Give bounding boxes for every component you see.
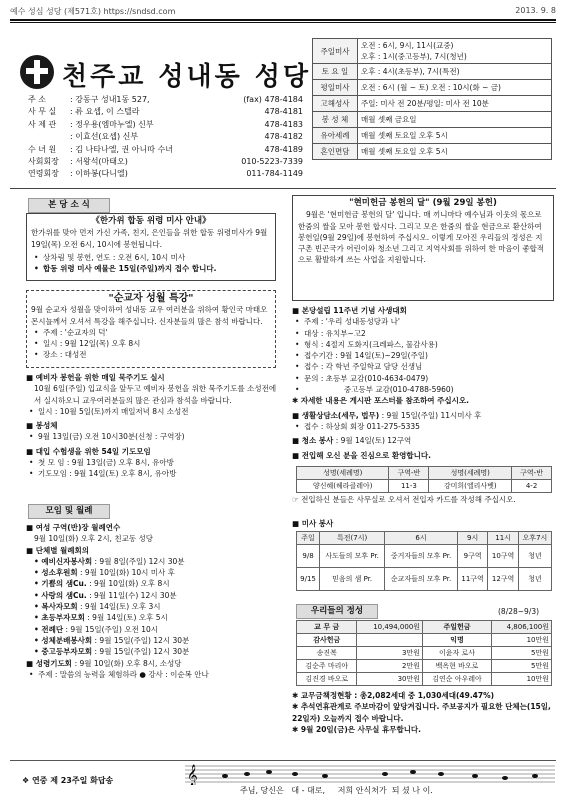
offering-cell: 백옥현 바오로	[423, 660, 492, 673]
church-title: 천주교 성내동 성당	[62, 62, 312, 92]
serve-row	[297, 568, 552, 591]
monthly-item	[26, 567, 278, 578]
welcome-cell: 강미희(엘리사벳)	[429, 480, 512, 493]
offering-table	[296, 620, 552, 686]
monthly-item	[26, 556, 278, 567]
serve-cell: 순교자들의 모후 Pr.	[385, 568, 458, 591]
serve-header-cell: 특전(7시)	[320, 532, 385, 545]
info-label-value: 사회회장 : 서왕석(마태오)	[28, 156, 128, 168]
offering-row	[297, 634, 552, 647]
welcome-note: ☞ 전입하신 분들은 사무실로 오셔서 전입자 카드를 작성해 주십시오.	[292, 495, 516, 504]
info-label-value: 주 소 : 강동구 성내1동 527,	[28, 94, 150, 106]
serve-header-cell: 11시	[488, 532, 519, 545]
martyr-lecture-item: • 주제 : '순교자의 덕'	[43, 327, 271, 338]
church-logo-icon	[20, 55, 54, 89]
mass-row-header: 토 요 일	[313, 64, 358, 80]
offering-note: ✱ 교무금책정현황 : 총2,082세대 중 1,030세대(49.47%)	[292, 691, 495, 700]
martyr-lecture-body: 9월 순교자 성월을 맞이하여 성내동 교우 여러분을 위하여 황인국 마태오 몬시뇰께서 오셔서 특강을 해주십니다. 신자분들의 많은 참석 바랍니다.	[31, 305, 268, 326]
serve-cell: 9/15	[297, 568, 320, 591]
monthly-time: : 9월 15일(주일) 오전 10시	[63, 624, 159, 634]
info-key: 수 녀 원	[28, 144, 57, 154]
mass-row	[313, 96, 552, 112]
cleaning-title: ■ 청소 봉사	[292, 436, 333, 445]
serve-cell: 사도들의 모후 Pr.	[320, 545, 385, 568]
music-staff	[185, 763, 555, 785]
offering-cell: 2만원	[357, 660, 423, 673]
monthly-item	[26, 601, 278, 612]
offering-row	[297, 621, 552, 634]
monthly-item	[26, 624, 278, 635]
welcome-cell: 11-3	[389, 480, 429, 493]
offering-cell: 송진복	[297, 647, 357, 660]
mass-row-header: 유아세례	[313, 128, 358, 144]
offering-cell: 이윤자 로사	[423, 647, 492, 660]
footer-hymn	[10, 760, 556, 797]
offering-cell	[357, 634, 423, 647]
info-phone: 478-4183	[264, 119, 303, 129]
offering-cell: 10만원	[492, 673, 552, 686]
monthly-time: : 9월 11일(수) 12시 30분	[86, 590, 177, 600]
mass-row-value: 오전 : 6시, 9시, 11시(교중) 오후 : 1시(중고등부), 7시(청년)	[358, 39, 552, 64]
monthly-item	[26, 612, 278, 623]
top-rule-thin	[10, 22, 556, 23]
meet-section-label: 모임 및 월례	[28, 504, 110, 519]
info-row	[28, 156, 303, 168]
bongsung-title: ■ 봉성체	[26, 420, 278, 431]
anniv-note: ✱ 자세한 내용은 게시판 포스터를 참조하여 주십시오.	[292, 396, 469, 406]
meetings-list	[26, 522, 278, 680]
info-row	[28, 94, 303, 106]
info-key: 사회회장	[28, 157, 59, 167]
welcome-cell: 성명(세례명)	[297, 467, 389, 480]
anniv-item: • 접수 : 각 학년 주일학교 담당 선생님	[304, 361, 556, 372]
info-row	[28, 119, 303, 131]
hymn-lyrics: 주님, 당신은 대 - 대로, 저희 안식처가 되 셨 나 이.	[240, 786, 433, 795]
bible-title: ■ 성령기도회 : 9월 10일(화) 오후 8시, 소성당	[26, 658, 278, 669]
serve-cell: 청년	[518, 568, 551, 591]
meet-first-sub: 9월 10일(화) 오후 2시, 친교동 성당	[34, 534, 153, 544]
bulletin-date: 2013. 9. 8	[515, 6, 556, 15]
martyr-lecture-item: • 장소 : 대성전	[43, 349, 271, 360]
monthly-group: • 중고등부자모회	[34, 647, 93, 657]
mass-serve-table	[296, 531, 552, 591]
info-phone: 478-4181	[264, 107, 303, 117]
offering-cell: 5만원	[492, 647, 552, 660]
monthly-group: • 사랑의 샘Cu.	[34, 590, 87, 600]
serve-cell: 10구역	[488, 545, 519, 568]
bulletin-id: 예수 성심 성당 (제571호) https://sndsd.com	[10, 7, 176, 16]
welcome-table	[296, 466, 552, 493]
mass-row-header: 고해성사	[313, 96, 358, 112]
info-label-value: : 이효선(요셉) 신부	[70, 132, 139, 142]
monthly-item	[26, 578, 278, 589]
exam-item: • 기도모임 : 9월 14일(토) 오후 8시, 유아방	[38, 468, 278, 479]
serve-cell: 12구역	[488, 568, 519, 591]
mass-row-header: 봉 성 체	[313, 112, 358, 128]
offering-cell: 10,494,000원	[357, 621, 423, 634]
mass-row-header: 혼인면담	[313, 144, 358, 160]
header-divider	[10, 188, 556, 189]
mass-row-value: 매월 셋째 금요일	[358, 112, 552, 128]
offering-cell: 5만원	[492, 660, 552, 673]
life-title: ■ 생활상담소(세무, 법무)	[292, 411, 379, 420]
offering-cell: 주일헌금	[423, 621, 492, 634]
serve-header-cell: 9시	[457, 532, 488, 545]
anniv-item: • 형식 : 4절지 도화지(크레파스, 물감사용)	[304, 339, 556, 350]
monthly-time: : 9월 8일(주일) 12시 30분	[92, 556, 185, 566]
monthly-time: : 9월 15일(주일) 12시 30분	[92, 647, 190, 657]
monthly-time: : 9월 10일(화) 오후 8시	[86, 579, 170, 589]
top-rule	[10, 19, 556, 21]
offering-cell: 김연순 아우레아	[423, 673, 492, 686]
welcome-cell: 성명(세례명)	[429, 467, 512, 480]
info-phone: 010-5223-7339	[241, 157, 303, 167]
info-label-value: 연령회장 : 이하봉(다니엘)	[28, 168, 128, 180]
mass-row-value: 주일: 미사 전 20분/평일: 미사 전 10분	[358, 96, 552, 112]
info-label-value: 수 녀 원 : 김 나타나엘, 권 아니따 수녀	[28, 144, 173, 156]
serve-row	[297, 545, 552, 568]
monthly-time: : 9월 10일(화) 10시 미사 후	[77, 568, 175, 578]
welcome-title: ■ 전입해 오신 분을 진심으로 환영합니다.	[292, 450, 556, 461]
mass-row	[313, 112, 552, 128]
welcome-cell: 구역-반	[512, 467, 552, 480]
anniv-title: ■ 본당설립 11주년 기념 사생대회	[292, 305, 556, 316]
left-news-list	[26, 372, 278, 480]
bible-item: • 주제 : 말씀의 능력을 체험하라 ● 강사 : 이순복 안나	[38, 669, 278, 680]
serve-cell: 11구역	[457, 568, 488, 591]
rice-offering-box	[292, 195, 554, 301]
offering-row	[297, 673, 552, 686]
info-row	[28, 144, 303, 156]
mass-schedule-table	[312, 38, 552, 160]
right-news-list	[292, 305, 556, 461]
info-phone: (fax) 478-4184	[243, 95, 303, 104]
offering-period: (8/28~9/3)	[498, 607, 540, 616]
monthly-group: • 예비신자봉사회	[34, 556, 93, 566]
anniv-item: • 주제 : '우리 성내동성당과 나'	[304, 316, 556, 327]
offering-note: ✱ 9월 20일(금)은 사무실 휴무합니다.	[292, 724, 422, 734]
monthly-item	[26, 635, 278, 646]
prep-item: • 일시 : 10월 5일(토)까지 매일저녁 8시 소성전	[38, 406, 278, 417]
info-label-value: 사 제 관 : 정우용(엠마누엘) 신부	[28, 119, 154, 131]
exam-title: ■ 대입 수험생을 위한 54일 기도모임	[26, 446, 278, 457]
info-key: 연령회장	[28, 169, 59, 179]
info-key: 사 제 관	[28, 119, 57, 129]
mass-row	[313, 144, 552, 160]
welcome-row	[297, 480, 552, 493]
info-key: 사 무 실	[28, 107, 57, 117]
monthly-time: : 9월 14일(토) 오후 3시	[77, 602, 161, 612]
top-line	[10, 6, 556, 17]
serve-cell: 믿음의 샘 Pr.	[320, 568, 385, 591]
monthly-item	[26, 646, 278, 657]
offering-row	[297, 660, 552, 673]
serve-header-cell: 주일	[297, 532, 320, 545]
offering-section-label: 우리들의 정성	[296, 604, 378, 619]
chuseok-item: • 합동 위령 미사 예물은 15일(주일)까지 접수 합니다.	[43, 263, 271, 274]
monthly-group: • 초등부자모회	[34, 613, 85, 623]
offering-cell: 10만원	[492, 634, 552, 647]
offering-cell: 김순주 마리아	[297, 660, 357, 673]
serve-cell: 중거자들의 모후 Pr.	[385, 545, 458, 568]
mass-row-value: 오전 : 6시 (월 ~ 토) 오전 : 10시(화 ~ 금)	[358, 80, 552, 96]
svg-text:𝄞: 𝄞	[187, 765, 198, 785]
serve-header-cell: 6시	[385, 532, 458, 545]
monthly-list	[26, 556, 278, 658]
info-phone: 011-784-1149	[246, 169, 303, 179]
chuseok-title: 《한가위 합동 위령 미사 안내》	[91, 216, 211, 226]
anniv-item: • 문의 : 초등부 교감(010-4634-0479)	[304, 373, 556, 384]
welcome-header	[297, 467, 552, 480]
welcome-cell: 구역-반	[389, 467, 429, 480]
welcome-cell: 양신혜(헤라클레아)	[297, 480, 389, 493]
anniv-item: • 대상 : 유치부~고2	[304, 328, 556, 339]
mass-row	[313, 64, 552, 80]
offering-cell: 익명	[423, 634, 492, 647]
info-row	[28, 168, 303, 180]
serve-cell: 청년	[518, 545, 551, 568]
offering-cell: 30만원	[357, 673, 423, 686]
monthly-title: ■ 단체별 월례회의	[26, 545, 278, 556]
exam-item: • 첫 모 임 : 9월 13일(금) 오후 8시, 유아방	[38, 457, 278, 468]
prep-body: 10월 6일(주일) 입교식을 앞두고 예비자 봉헌을 위한 묵주기도를 소성전에서 실시하오니 교우여러분들의 많은 관심과 참석을 바랍니다.	[34, 384, 277, 405]
offering-cell: 교 무 금	[297, 621, 357, 634]
mass-row-value: 매월 셋째 토요일 오후 5시	[358, 128, 552, 144]
news-section-label: 본 당 소 식	[28, 198, 110, 213]
serve-header-cell: 오후7시	[518, 532, 551, 545]
mass-row	[313, 128, 552, 144]
mass-row-header: 평일미사	[313, 80, 358, 96]
mass-row-value: 매월 셋째 토요일 오후 5시	[358, 144, 552, 160]
offering-note: ✱ 추석연휴관계로 주보마감이 앞당겨집니다. 주보공지가 필요한 단체는(15일, 22일자) 오늘까지 접수 바랍니다.	[292, 702, 551, 723]
monthly-group: • 복사자모회	[34, 602, 78, 612]
info-label-value: 사 무 실 : 류 요셉, 이 스텔라	[28, 106, 140, 118]
offering-cell: 3만원	[357, 647, 423, 660]
hymn-title: ❖ 연중 제 23주일 화답송	[22, 776, 114, 785]
rice-offering-title: "현미헌금 봉헌의 달" (9월 29일 봉헌)	[349, 198, 497, 208]
offering-notes	[292, 690, 556, 735]
monthly-item	[26, 590, 278, 601]
rice-offering-body: 9월은 '현미헌금 봉헌의 달' 입니다. 매 끼니마다 예수님과 이웃의 몫으로 한줌의 쌀을 모아 봉헌 합시다. 그리고 모은 한줌의 쌀을 현금으로 환산하여 봉헌일(9월 29일)에 봉헌하여 주십시오. 이렇게 모아진 우리들의 정성은 지구촌 빈곤국가 어린이와 청소년 그리고 지역사회를 위하여 한 마음이 좋합적으로 활발하게 쓰는 사업을 지원합니다.	[298, 210, 545, 265]
monthly-time: : 9월 14일(토) 오후 5시	[84, 613, 168, 623]
offering-cell: 4,806,100원	[492, 621, 552, 634]
prep-title: ■ 예비자 봉헌을 위한 매일 묵주기도 실시	[26, 372, 278, 383]
martyr-lecture-box	[26, 290, 276, 368]
monthly-time: : 9월 15일(주일) 12시 30분	[92, 635, 190, 645]
monthly-group: • 성소후원회	[34, 568, 78, 578]
church-info	[28, 94, 303, 181]
info-row	[28, 106, 303, 118]
bongsung-item: • 9월 13일(금) 오전 10시30분(신청 : 구역장)	[38, 431, 278, 442]
serve-cell: 9/8	[297, 545, 320, 568]
offering-cell: 감사헌금	[297, 634, 357, 647]
mass-row-value: 오후 : 4시(초등부), 7시(특전)	[358, 64, 552, 80]
offering-cell: 김진경 바오로	[297, 673, 357, 686]
offering-row	[297, 647, 552, 660]
chuseok-body: 한가위를 맞아 먼저 가신 가족, 친지, 은인들을 위한 합동 위령미사가 9월 19일(목) 오전 6시, 10시에 봉헌됩니다.	[31, 228, 268, 249]
serve-cell: 9구역	[457, 545, 488, 568]
info-phone: 478-4182	[264, 132, 303, 142]
monthly-group: • 기쁨의 샘Cu.	[34, 579, 87, 589]
serve-title: ■ 미사 봉사	[292, 518, 333, 529]
mass-row	[313, 80, 552, 96]
chuseok-item: • 상차림 및 봉헌, 연도 : 오전 6시, 10시 미사	[43, 252, 271, 263]
meet-first-title: ■ 여성 구역(반)장 월례연수	[26, 522, 278, 533]
life-body: : 9월 15일(주일) 11시미사 후	[381, 410, 482, 420]
martyr-lecture-title: "순교자 성월 특강"	[108, 293, 194, 304]
serve-header	[297, 532, 552, 545]
life-item: • 접수 : 하상회 회장 011-275-5335	[304, 421, 556, 432]
welcome-cell: 4-2	[512, 480, 552, 493]
anniv-item: • 접수기간 : 9월 14일(토)~29일(주일)	[304, 350, 556, 361]
info-phone: 478-4189	[264, 144, 303, 154]
chuseok-box	[26, 213, 276, 281]
martyr-lecture-item: • 일시 : 9월 12일(목) 오후 8시	[43, 338, 271, 349]
info-key: 주 소	[28, 95, 46, 104]
mass-row	[313, 39, 552, 64]
monthly-group: • 성체분배봉사회	[34, 635, 93, 645]
cleaning-body: : 9월 14일(토) 12구역	[335, 436, 412, 446]
monthly-group: • 전례단	[34, 624, 64, 634]
mass-row-header: 주일미사	[313, 39, 358, 64]
anniv-item: • 중고등부 교감(010-4788-5960)	[304, 384, 556, 395]
info-row	[28, 131, 303, 143]
